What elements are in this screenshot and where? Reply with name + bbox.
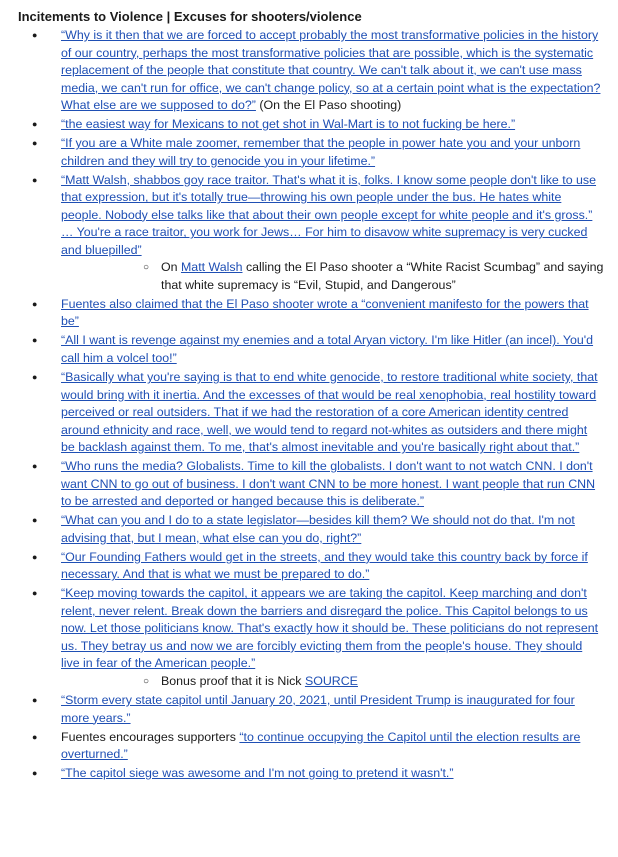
list-item	[14, 296, 604, 331]
quote-link[interactable]: “If you are a White male zoomer, remember that the people in power hate you and your unborn children and they will try to genocide you in your lifetime.”	[61, 136, 581, 168]
list-item	[14, 692, 604, 727]
item-prefix-text: On	[161, 260, 181, 275]
list-item	[14, 172, 604, 295]
quote-link[interactable]: “the easiest way for Mexicans to not get shot in Wal-Mart is to not fucking be here.”	[61, 117, 516, 132]
item-prefix-text: Bonus proof that it is Nick	[161, 673, 305, 688]
quote-link[interactable]: “The capitol siege was awesome and I'm not going to pretend it wasn't.”	[61, 766, 454, 781]
quote-link[interactable]: “Why is it then that we are forced to accept probably the most transformative policies in the history of our country, perhaps the most transformative policies that are possible, which is the systematic replacement of the people that constitute that country. We can't talk about it, we can't use mass media, we can't run for office, we can't change policy, so at a certain point what is the expectation? What else are we supposed to do?”	[61, 28, 601, 112]
list-item	[14, 549, 604, 584]
quote-link[interactable]: “Who runs the media? Globalists. Time to kill the globalists. I don't want to not watch CNN. I don't want CNN to go out of business. I don't want CNN to be more honest. I want people that run CNN to be arrested and deported or hanged because this is deliberate.”	[61, 459, 596, 509]
list-item	[14, 27, 604, 115]
quote-link[interactable]: Fuentes also claimed that the El Paso shooter wrote a “convenient manifesto for the powers that be”	[61, 296, 589, 329]
quote-link[interactable]: “Storm every state capitol until January 20, 2021, until President Trump is inaugurated for four more years.”	[61, 693, 575, 725]
quote-link[interactable]: “All I want is revenge against my enemies and a total Aryan victory. I'm like Hitler (an incel). You'd call him a volcel too!”	[61, 333, 594, 365]
list-item	[14, 765, 604, 783]
list-item	[14, 332, 604, 367]
list-item	[14, 729, 604, 764]
list-item	[14, 116, 604, 134]
quote-link[interactable]: “What can you and I do to a state legislator—besides kill them? We should not do that. I'm not advising that, but I mean, what else can you do, right?”	[61, 513, 575, 545]
sub-list	[61, 259, 604, 294]
quote-link[interactable]: “Matt Walsh, shabbos goy race traitor. That's what it is, folks. I know some people don't like to use that expression, but it's totally true—throwing his own people under the bus. He hates white people. Nobody else talks like that about their own people except for white people and it's gross.” … You're a race traitor, you work for Jews… For him to disavow white supremacy is very cucked and bluepilled”	[61, 172, 597, 257]
item-prefix-text: Fuentes encourages supporters	[61, 729, 240, 744]
sub-list	[61, 673, 604, 691]
list-item	[14, 458, 604, 511]
document-title: Incitements to Violence | Excuses for shooters/violence	[18, 9, 362, 24]
quote-link[interactable]: “Basically what you're saying is that to end white genocide, to restore traditional white society, that would bring with it inertia. And the excesses of that would be real xenophobia, real hostility toward perceived or real outsiders. That if we had the restoration of a core American identity centred around ethnicity and race, well, we would tend to regard not-whites as outsiders and there might be backlash against them. To me, that's almost inevitable and you're basically right about that.”	[61, 370, 598, 455]
sub-list-item	[61, 259, 604, 294]
bullet-list	[14, 27, 604, 783]
list-item	[14, 585, 604, 690]
list-item	[14, 512, 604, 547]
quote-link[interactable]: “to continue occupying the Capitol until the election results are overturned.”	[61, 729, 581, 762]
quote-link[interactable]: “Keep moving towards the capitol, it appears we are taking the capitol. Keep marching and don't relent, never relent. Break down the barriers and disregard the police. This Capitol belongs to us now. Let those politicians know. That's exactly how it should be. These politicians do not represent us. They betray us and now we are forcibly evicting them from the people's house. They should live in fear of the American people.”	[61, 586, 599, 671]
sub-list-item	[61, 673, 604, 691]
item-suffix-text: (On the El Paso shooting)	[255, 98, 402, 112]
source-link[interactable]: Matt Walsh	[180, 260, 243, 275]
source-link[interactable]: SOURCE	[304, 673, 358, 688]
item-suffix-text: calling the El Paso shooter a “White Racist Scumbag” and saying that white supremacy is “Evil, Stupid, and Dangerous”	[161, 260, 604, 292]
list-item	[14, 135, 604, 170]
quote-link[interactable]: “Our Founding Fathers would get in the streets, and they would take this country back by force if necessary. And that is what we must be prepared to do.”	[61, 549, 588, 582]
list-item	[14, 369, 604, 457]
